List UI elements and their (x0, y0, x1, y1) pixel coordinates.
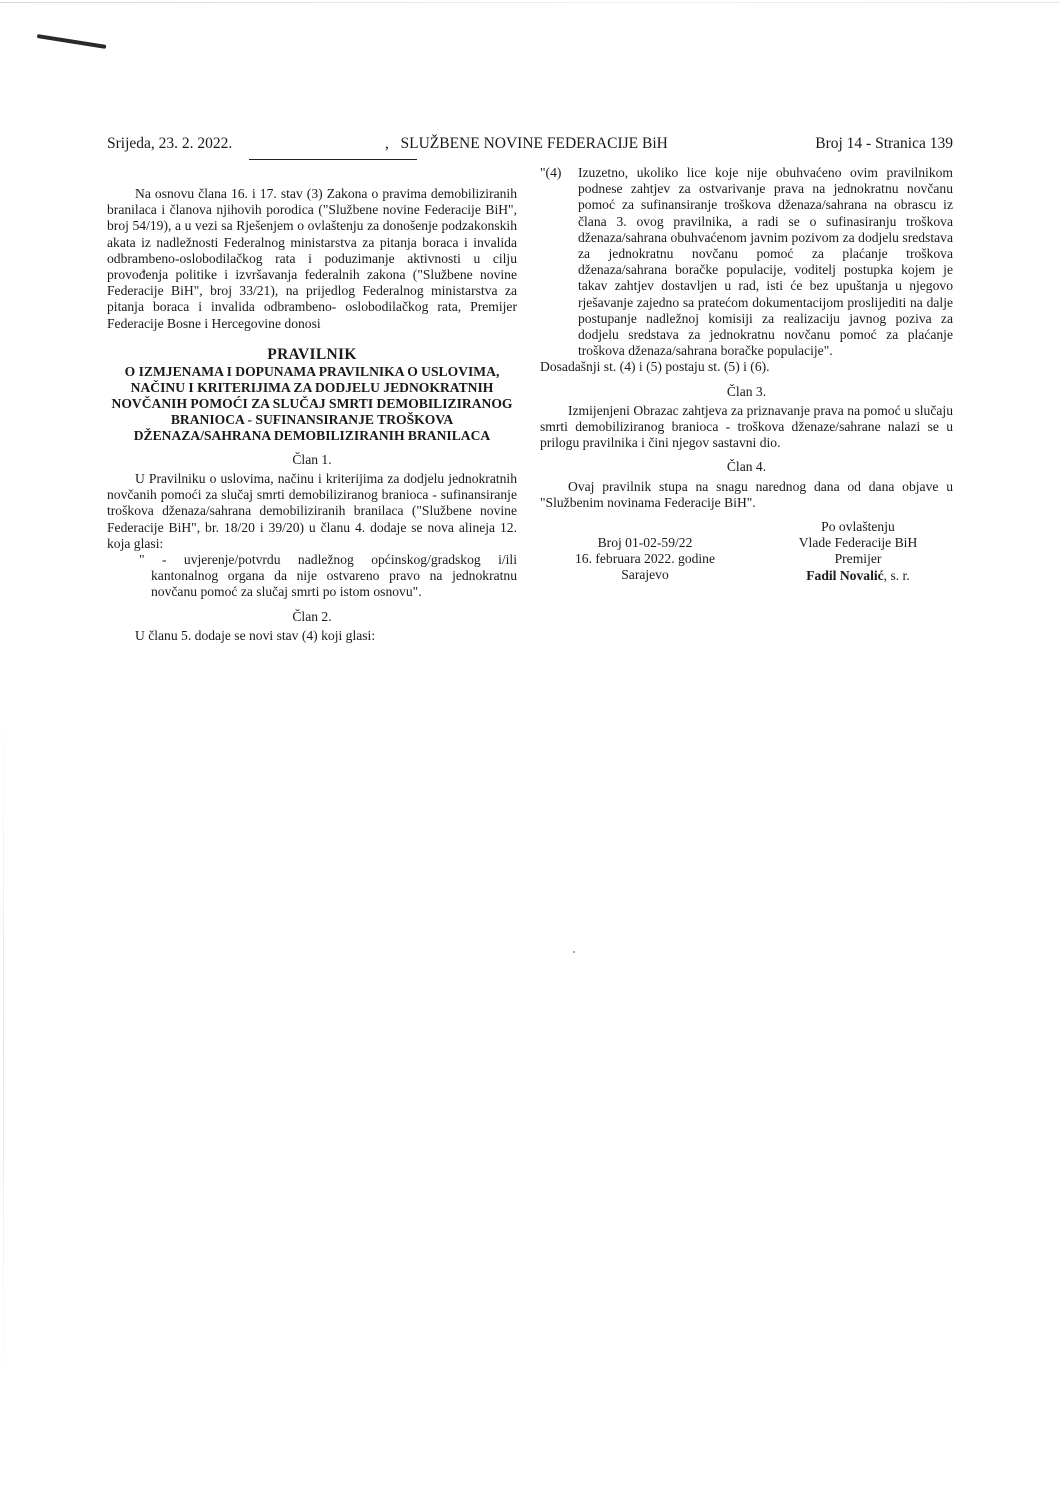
authorization-line: Po ovlaštenju (821, 519, 895, 535)
header-comma: , (385, 135, 389, 152)
signature-left (540, 535, 750, 584)
authority-line: Vlade Federacije BiH (798, 535, 918, 551)
clan2-text: U članu 5. dodaje se novi stav (4) koji glasi: (135, 627, 376, 643)
header-rule (249, 159, 417, 160)
signatory-name: Fadil Novalić (806, 567, 884, 583)
signatory (762, 568, 954, 584)
scan-top-edge (0, 2, 1060, 3)
document-title: PRAVILNIK (267, 345, 357, 363)
clan3-text: Izmijenjeni Obrazac zahtjeva za priznavanje prava na pomoć u slučaju smrti demobiliziranog branioca - troškova dženaze/sahrane nalazi se u prilogu pravilnika i čini njegov sastavni dio. (540, 402, 953, 451)
clan4-text: Ovaj pravilnik stupa na snagu narednog dana od dana objave u "Službenim novinama Federacije BiH". (540, 478, 953, 510)
document-subtitle: O IZMJENAMA I DOPUNAMA PRAVILNIKA O USLOVIMA, NAČINU I KRITERIJIMA ZA DODJELU JEDNOKRATNIH NOVČANIH POMOĆI ZA SLUČAJ SMRTI DEMOBILIZIRANOG BRANIOCA - SUFINANSIRANJE TROŠKOVA DŽENAZA/SAHRANA DEMOBILIZIRANIH BRANILACA (111, 363, 513, 443)
clan4-heading: Član 4. (726, 459, 767, 475)
page-header (107, 135, 953, 155)
signature-block (540, 519, 953, 581)
renumber-text: Dosadašnji st. (4) i (5) postaju st. (5) i (6). (540, 359, 770, 375)
stav4-text: Izuzetno, ukoliko lice koje nije obuhvaćeno ovim pravilnikom podnese zahtjev za ostvarivanje prava na jednokratnu novčanu pomoć za sufinansiranje troškova dženaza/sahrana na obrascu iz člana 3. ovog pravilnika, a radi se o sufinasiranju troškova dženaza/sahrana obuhvaćenom javnim pozivom za dodjelu sredstava za jednokratnu novčanu pomoć za plaćanje troškova dženaza/sahrana boračke populacije, voditelj postupka kojem je takav zahtjev dostavljen u rad, isti će bez upuštanja u njegovo rješavanje zajedno sa pratećom dokumentacijom proslijediti na dalje postupanje nadležnoj komisiji za realizaciju javnog poziva za dodjelu sredstava za jednokratnu novčanu pomoć za plaćanje troškova dženaza/sahrana boračke populacije". (578, 165, 953, 359)
clan1-heading: Član 1. (292, 451, 332, 467)
document-date: 16. februara 2022. godine (574, 551, 716, 567)
scan-pen-mark (37, 34, 107, 49)
scan-left-edge (3, 700, 4, 1400)
stav4-number: "(4) (540, 165, 562, 180)
signatory-suffix: , s. r. (883, 567, 910, 583)
document-number: Broj 01-02-59/22 (597, 535, 693, 551)
document-place: Sarajevo (621, 567, 669, 583)
header-date: Srijeda, 23. 2. 2022. (107, 135, 233, 152)
left-column (107, 186, 517, 644)
header-publication-name: SLUŽBENE NOVINE FEDERACIJE BiH (400, 135, 668, 152)
clan1-text: U Pravilniku o uslovima, načinu i kriterijima za dodjelu jednokratnih novčanih pomoći za slučaj smrti demobiliziranog branioca - sufinansiranje troškova dženaza/sahrana demobiliziranih branilaca ("Službene novine Federacije BiH", br. 18/20 i 39/20) u članu 4. dodaje se nova alineja 12. koja glasi: (107, 471, 517, 551)
header-page-ref: Broj 14 - Stranica 139 (815, 135, 953, 152)
stav4-block (540, 165, 953, 359)
scan-speck (573, 951, 575, 953)
header-publication (385, 135, 668, 153)
clan2-heading: Član 2. (292, 608, 332, 624)
signature-right (762, 519, 954, 584)
signatory-title: Premijer (834, 551, 882, 567)
clan1-quote: " - uvjerenje/potvrdu nadležnog općinskog/gradskog i/ili kantonalnog organa da nije ostvareno pravo na jednokratnu novčanu pomoć za slučaj smrti po istom osnovu". (139, 552, 517, 600)
right-column (540, 165, 953, 581)
clan3-heading: Član 3. (726, 383, 767, 399)
preamble: Na osnovu člana 16. i 17. stav (3) Zakona o pravima demobiliziranih branilaca i članova njihovih porodica ("Službene novine Federacije BiH", broj 54/19), a u vezi sa Rješenjem o ovlaštenju za donošenje podzakonskih akata iz nadležnosti Federalnog ministarstva za pitanja boraca i invalida odbrambeno-oslobodilačkog rata i poduzimanje aktivnosti u cilju provođenja politike i izvršavanja federalnih zakona ("Službene novine Federacije BiH", broj 33/21), na prijedlog Federalnog ministarstva za pitanja boraca i invalida odbrambeno- oslobodilačkog rata, Premijer Federacije Bosne i Hercegovine donosi (107, 186, 517, 331)
